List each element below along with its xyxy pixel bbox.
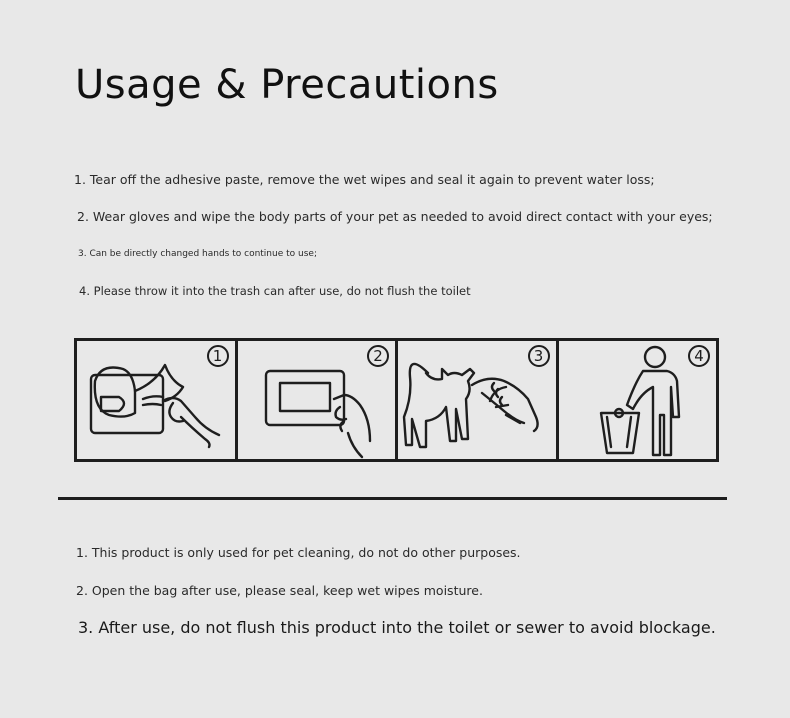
usage-illustration-strip [74,338,719,462]
step-number-badge: 3 [528,345,550,367]
step-number-badge: 1 [207,345,229,367]
usage-step-2: 2. Wear gloves and wipe the body parts of your pet as needed to avoid direct contact with your eyes; [77,209,713,224]
page-title: Usage & Precautions [75,62,499,108]
step-number-badge: 2 [367,345,389,367]
precaution-note-3: 3. After use, do not flush this product into the toilet or sewer to avoid blockage. [78,618,716,637]
illustration-panel-4 [559,341,717,459]
section-divider [58,497,727,500]
illustration-panel-1 [77,341,238,459]
illustration-panel-3 [398,341,559,459]
step-number-badge: 4 [688,345,710,367]
precaution-note-2: 2. Open the bag after use, please seal, keep wet wipes moisture. [76,583,483,598]
illustration-panel-2 [238,341,399,459]
precaution-note-1: 1. This product is only used for pet cleaning, do not do other purposes. [76,545,521,560]
usage-step-4: 4. Please throw it into the trash can after use, do not flush the toilet [79,284,471,298]
usage-step-1: 1. Tear off the adhesive paste, remove the wet wipes and seal it again to prevent water loss; [74,172,655,187]
usage-step-3: 3. Can be directly changed hands to continue to use; [78,249,317,259]
